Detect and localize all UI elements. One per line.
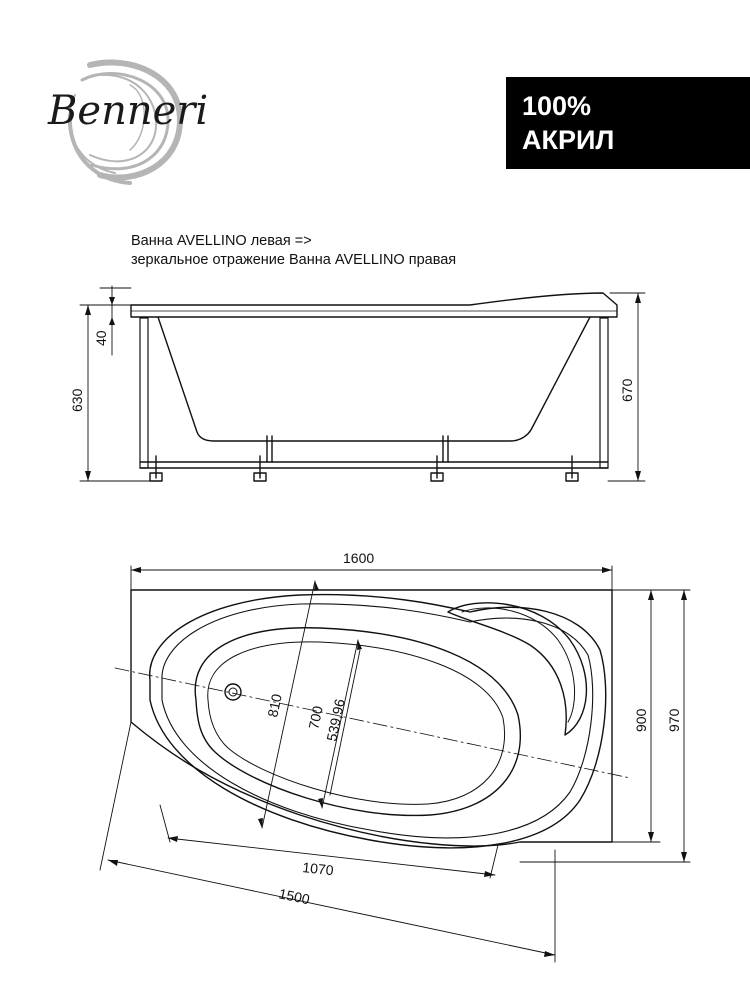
- dim-total-height: 670: [619, 378, 635, 402]
- dim-diag-length: 1500: [277, 885, 312, 908]
- dim-width: 1600: [343, 550, 375, 566]
- dim-bowl-bottom: 539,96: [323, 697, 348, 743]
- dim-bowl-length: 1070: [301, 859, 335, 879]
- dim-bowl-inner: 700: [305, 704, 326, 731]
- badge-percent: 100%: [522, 91, 592, 121]
- badge-material: АКРИЛ: [522, 125, 615, 155]
- side-view: [80, 286, 645, 481]
- dim-rim: 40: [93, 330, 109, 346]
- caption-line-2: зеркальное отражение Ванна AVELLINO правая: [131, 252, 457, 268]
- brand-name: Benneri: [48, 88, 209, 134]
- dim-depth-outer: 970: [666, 708, 682, 732]
- dimension-labels: [69, 330, 682, 907]
- dim-bowl-width: 810: [264, 692, 285, 719]
- dim-height: 630: [69, 388, 85, 412]
- dim-depth-inner: 900: [633, 708, 649, 732]
- caption-line-1: Ванна AVELLINO левая =>: [131, 233, 312, 249]
- top-view: [100, 566, 690, 962]
